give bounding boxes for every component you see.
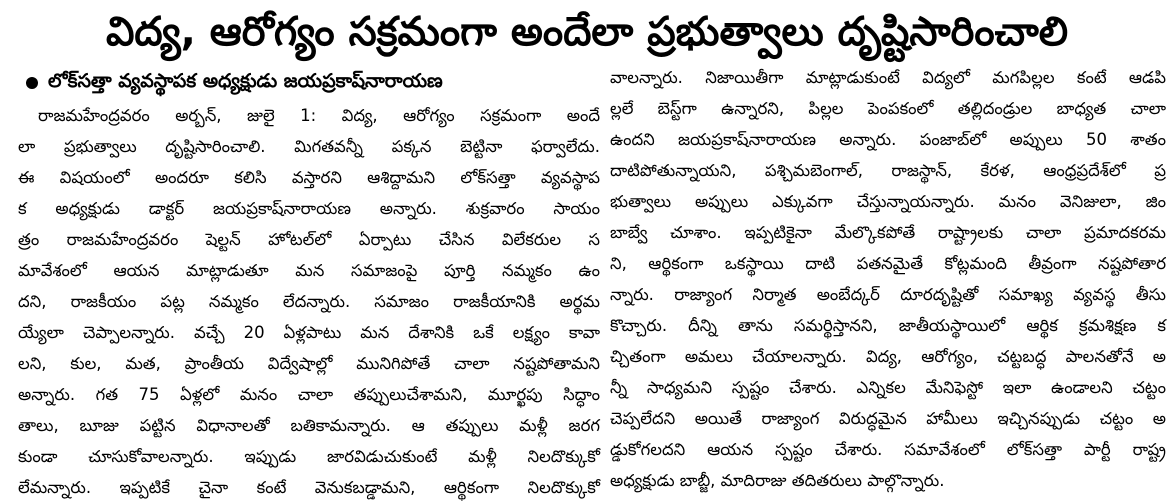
text-line: ల్లలే బెస్ట్‌గా ఉన్నారని, పిల్లల పెంపకంలో తల్లిదండ్రుల బాధ్యత చాలా	[610, 99, 1166, 118]
text-line: కొచ్చారు. దీన్ని తాను సమర్థిస్తానని, జాతీయస్థాయిలో ఆర్థిక క్రమశిక్షణ క	[610, 316, 1166, 335]
text-line: అన్నారు. గత 75 ఏళ్లలో మనం చాలా తప్పులుచేశామని, మూర్ఖపు సిద్ధాం	[18, 385, 600, 404]
text-line: ని, ఆర్థికంగా ఒకస్థాయి దాటి పతనమైతే కోట్లమంది తీవ్రంగా నష్టపోతార	[610, 254, 1166, 273]
text-line: య్యేలా చెప్పాలన్నారు. వచ్చే 20 ఏళ్లపాటు మన దేశానికి ఒకే లక్ష్యం కావా	[18, 323, 600, 342]
headline: విద్య, ఆరోగ్యం సక్రమంగా అందేలా ప్రభుత్వాలు దృష్టిసారించాలి	[105, 9, 1069, 55]
text-line: కుండా చూసుకోవాలన్నారు. ఇప్పుడు జారవిడుచుకుంటే మళ్లీ నిలదొక్కుకో	[18, 447, 600, 466]
text-line: భుత్వాలు అప్పులు ఎక్కువగా చేస్తున్నాయన్నారు. మనం వెనిజులా, జిం	[610, 192, 1166, 211]
text-line: ఉందని జయప్రకాష్‌నారాయణ అన్నారు. పంజాబ్‌లో అప్పులు 50 శాతం	[610, 130, 1166, 149]
text-line: త్రం రాజమహేంద్రవరం షెల్టన్ హోటల్‌లో ఏర్పాటు చేసిన విలేకరుల స	[18, 230, 600, 249]
text-line: లా ప్రభుత్వాలు దృష్టిసారించాలి. మిగతవన్నీ పక్కన బెట్టినా ఫర్వాలేదు.	[18, 137, 600, 156]
bullet-icon	[26, 77, 38, 89]
text-line: డ్డుకోగలదని ఆయన స్పష్టం చేశారు. సమావేశంలో లోక్‌సత్తా పార్టీ రాష్ట్ర	[610, 440, 1166, 459]
text-line: దని, రాజకీయం పట్ల నమ్మకం లేదన్నారు. సమాజం రాజకీయానికి అర్థమ	[18, 292, 600, 311]
article-column-right	[610, 62, 1166, 490]
text-line: చ్చితంగా అమలు చేయాలన్నారు. విద్య, ఆరోగ్యం, చట్టబద్ధ పాలనతోనే అ	[610, 347, 1166, 366]
text-line: దాటిపోతున్నాయని, పశ్చిమబెంగాల్, రాజస్థాన్, కేరళ, ఆంధ్రప్రదేశ్‌లో ప్ర	[610, 161, 1166, 180]
text-line: క అధ్యక్షుడు డాక్టర్ జయప్రకాష్‌నారాయణ అన్నారు. శుక్రవారం సాయం	[18, 199, 600, 218]
text-line: లని, కుల, మత, ప్రాంతీయ విద్వేషాల్లో మునిగిపోతే చాలా నష్టపోతామని	[18, 354, 600, 373]
text-line: తాలు, బూజు పట్టిన విధానాలతో బతికామన్నారు. ఆ తప్పులు మళ్లీ జరగ	[18, 416, 600, 435]
subheading	[18, 66, 600, 100]
text-line: బాబ్వే చూశాం. ఇప్పటికైనా మేల్కొకపోతే రాష్ట్రాలకు చాలా ప్రమాదకరమ	[610, 223, 1166, 242]
text-line: న్నీ సాధ్యమని స్పష్టం చేశారు. ఎన్నికల మేనిఫెస్టో ఇలా ఉండాలని చట్టం	[610, 378, 1166, 397]
text-line: రాజమహేంద్రవరం అర్బన్, జులై 1: విద్య, ఆరోగ్యం సక్రమంగా అందే	[38, 106, 600, 125]
text-line: చెప్పలేదని అయితే రాజ్యాంగ విరుద్ధమైన హామీలు ఇచ్చినప్పుడు చట్టం అ	[610, 409, 1166, 428]
text-line: మావేశంలో ఆయన మాట్లాడుతూ మన సమాజంపై పూర్తి నమ్మకం ఉం	[18, 261, 600, 280]
subheading-text: లోక్‌సత్తా వ్యవస్థాపక అధ్యక్షుడు జయప్రకాష్‌నారాయణ	[48, 69, 443, 92]
text-line: వాలన్నారు. నిజాయితీగా మాట్లాడుకుంటే విద్యలో మగపిల్లల కంటే ఆడపి	[610, 68, 1166, 87]
article-column-left	[18, 66, 600, 497]
text-line: అధ్యక్షుడు బాబ్జీ, మాదిరాజు తదితరులు పాల్గొన్నారు.	[610, 471, 945, 490]
text-line: న్నారు. రాజ్యాంగ నిర్మాత అంబేద్కర్ దూరదృష్టితో సమాఖ్య వ్యవస్థ తీసు	[610, 285, 1166, 304]
text-line: ఈ విషయంలో అందరూ కలిసి వస్తారని ఆశిద్దామని లోక్‌సత్తా వ్యవస్థాప	[18, 168, 600, 187]
text-line: లేమన్నారు. ఇప్పటికే చైనా కంటే వెనుకబడ్డామని, ఆర్థికంగా నిలదొక్కుకో	[18, 478, 600, 497]
